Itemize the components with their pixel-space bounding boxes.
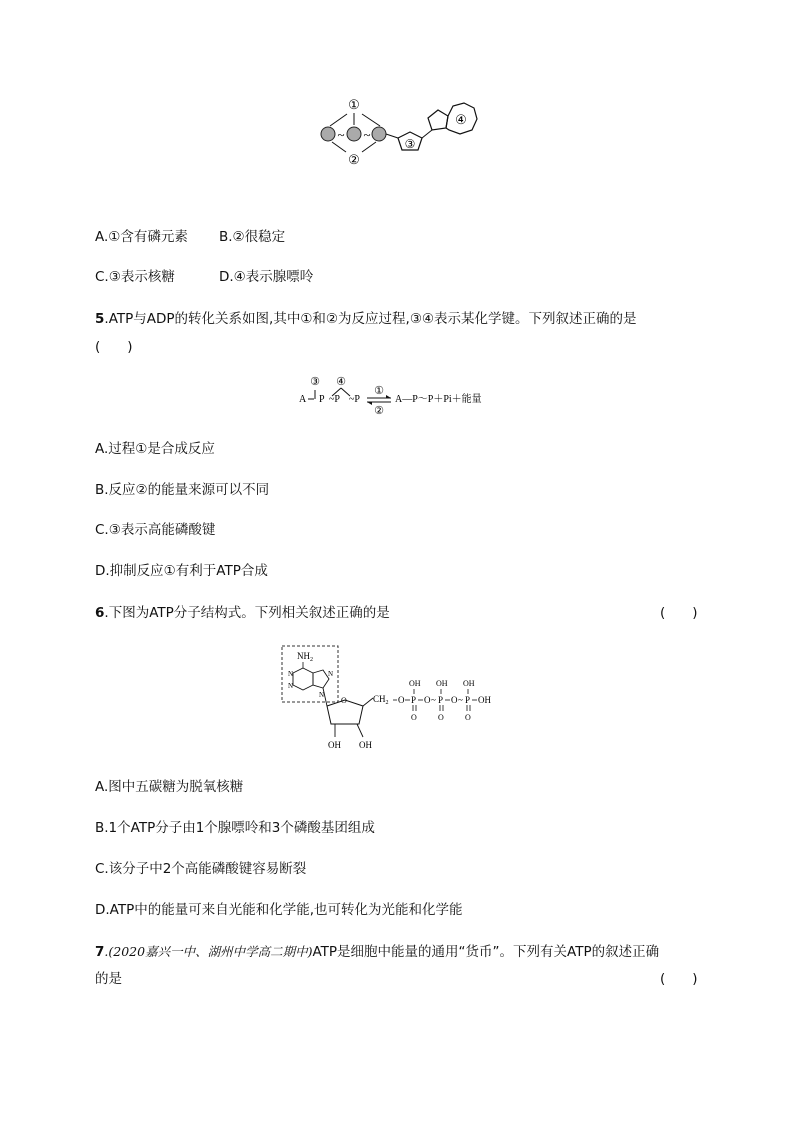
q6-option-c: C.该分子中2个高能磷酸键容易断裂 xyxy=(95,861,307,877)
purine-five-ring xyxy=(313,670,329,688)
high-energy-bond-1: ~ xyxy=(431,695,436,705)
p2-hydroxyl: OH xyxy=(436,679,448,688)
q5-option-b: B.反应②的能量来源可以不同 xyxy=(95,482,270,498)
phosphorus-3: P xyxy=(465,695,471,705)
q6-option-a: A.图中五碳糖为脱氧核糖 xyxy=(95,779,244,795)
label-1: ① xyxy=(348,97,360,112)
diagram-right-side: A—P～P＋Pi＋能量 xyxy=(395,394,482,405)
p1-hydroxyl: OH xyxy=(409,679,421,688)
mark-3: ③ xyxy=(310,376,320,388)
label-2: ② xyxy=(348,152,360,167)
bond-to-base xyxy=(422,130,432,138)
chain-oxygen-3: O xyxy=(451,695,458,705)
q6-paren: ( ) xyxy=(660,605,698,621)
chain-oxygen-2: O xyxy=(424,695,431,705)
tilde-1: ~ xyxy=(337,127,345,142)
n-atom-3: N xyxy=(328,670,334,678)
base-five-ring xyxy=(428,110,448,130)
q7-stem-text: ATP是细胞中能量的通用“货币”。下列有关ATP的叙述正确 xyxy=(312,944,660,960)
q5-option-d: D.抑制反应①有利于ATP合成 xyxy=(95,563,268,579)
q7-stem-line2: 的是 xyxy=(95,971,122,987)
q4-option-b: B.②很稳定 xyxy=(219,229,286,245)
ring-oxygen: O xyxy=(341,696,347,705)
p3-oxygen: O xyxy=(465,713,471,722)
mark-2: ② xyxy=(374,405,384,417)
q7-source: .(2020嘉兴一中、湖州中学高二期中) xyxy=(104,944,313,959)
q5-paren: ( ) xyxy=(95,339,133,355)
phosphorus-2: P xyxy=(438,695,444,705)
purine-six-ring xyxy=(293,668,313,690)
diagram-p1: P xyxy=(319,394,325,405)
atp-structure-figure xyxy=(275,642,525,754)
label-3: ③ xyxy=(404,137,416,151)
q6-option-b: B.1个ATP分子由1个腺嘌呤和3个磷酸基团组成 xyxy=(95,820,375,836)
q4-options-row2 xyxy=(95,268,314,286)
q4-option-a: A.①含有磷元素 xyxy=(95,229,188,245)
n-atom-4: N xyxy=(319,691,325,699)
n-atom-2: N xyxy=(288,682,294,690)
hydroxyl-2: OH xyxy=(359,740,372,750)
line-left-down xyxy=(332,142,346,152)
q5-number: 5 xyxy=(95,311,105,327)
atp-adp-conversion-figure xyxy=(295,374,515,418)
q6-number: 6 xyxy=(95,605,105,621)
phosphorus-1: P xyxy=(411,695,417,705)
label-4: ④ xyxy=(455,112,467,127)
tilde-2: ~ xyxy=(363,127,371,142)
oh-bond-2 xyxy=(357,724,363,737)
phosphate-circle-3 xyxy=(372,127,386,141)
ch2-label: $CH_2$ xyxy=(373,694,389,706)
phosphate-circle-1 xyxy=(321,127,335,141)
ch2-bond xyxy=(363,698,373,706)
q5-option-c: C.③表示高能磷酸键 xyxy=(95,522,216,538)
atp-schematic-figure xyxy=(310,92,490,172)
diagram-p3: ~P xyxy=(349,394,360,405)
q6-option-d: D.ATP中的能量可来自光能和化学能,也可转化为光能和化学能 xyxy=(95,902,463,918)
p2-oxygen: O xyxy=(438,713,444,722)
q6-stem xyxy=(95,604,390,622)
line-right-up xyxy=(362,114,380,126)
q4-option-d: D.④表示腺嘌呤 xyxy=(219,269,314,285)
q7-stem xyxy=(95,943,659,961)
hydroxyl-1: OH xyxy=(328,740,341,750)
diagram-a: A xyxy=(299,394,307,405)
phosphate-circle-2 xyxy=(347,127,361,141)
q7-number: 7 xyxy=(95,944,105,960)
q7-paren: ( ) xyxy=(660,971,698,987)
mark-1: ① xyxy=(374,385,384,397)
chain-oxygen-1: O xyxy=(398,695,405,705)
line-left-up xyxy=(330,114,347,126)
n-atom-1: N xyxy=(288,670,294,678)
line-right-down xyxy=(362,142,376,152)
q5-stem-text: .ATP与ADP的转化关系如图,其中①和②为反应过程,③④表示某化学键。下列叙述正确的是 xyxy=(104,311,637,327)
q5-stem xyxy=(95,310,637,328)
q4-options-row1 xyxy=(95,228,286,246)
p1-oxygen: O xyxy=(411,713,417,722)
bond-to-sugar xyxy=(386,134,398,138)
nh2-label: $NH_2$ xyxy=(297,651,313,663)
high-energy-bond-2: ~ xyxy=(458,695,463,705)
q5-option-a: A.过程①是合成反应 xyxy=(95,441,215,457)
p3-hydroxyl: OH xyxy=(463,679,475,688)
q4-option-c: C.③表示核糖 xyxy=(95,269,175,285)
terminal-hydroxyl: OH xyxy=(478,695,491,705)
diagram-p2: ~P xyxy=(329,394,340,405)
mark-4: ④ xyxy=(336,376,346,388)
q6-stem-text: .下图为ATP分子结构式。下列相关叙述正确的是 xyxy=(104,605,390,621)
